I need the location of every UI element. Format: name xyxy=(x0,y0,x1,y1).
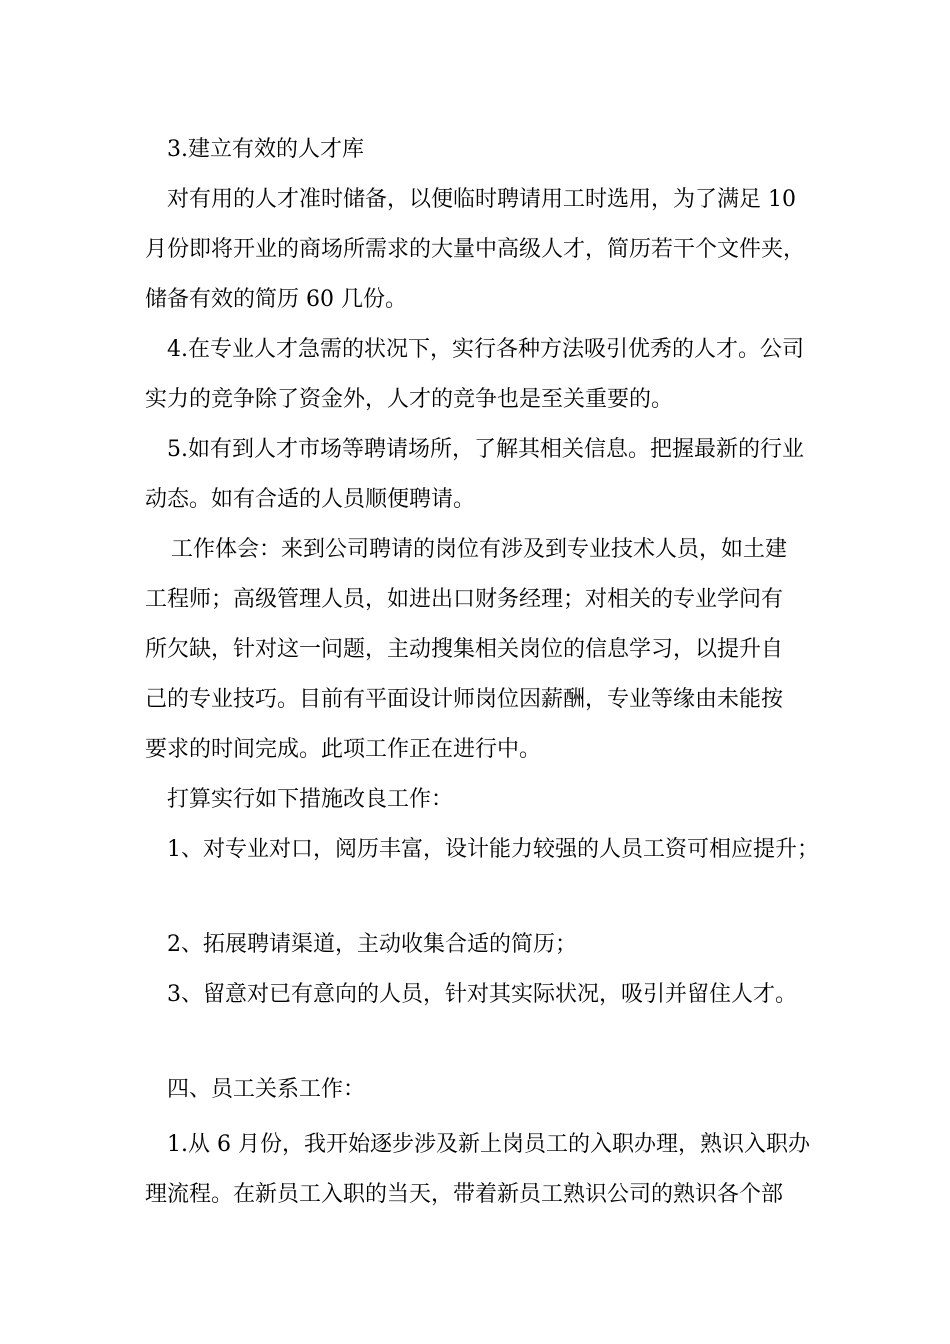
paragraph-line: 实力的竞争除了资金外，人才的竞争也是至关重要的。 xyxy=(145,387,674,412)
paragraph-line: 工程师；高级管理人员，如进出口财务经理；对相关的专业学问有 xyxy=(145,587,784,612)
section-heading: 四、员工关系工作： xyxy=(167,1077,366,1102)
paragraph-line: 月份即将开业的商场所需求的大量中高级人才，简历若干个文件夹， xyxy=(145,237,806,262)
list-item: 1、对专业对口，阅历丰富，设计能力较强的人员工资可相应提升； xyxy=(167,837,819,862)
paragraph-line: 4.在专业人才急需的状况下，实行各种方法吸引优秀的人才。公司 xyxy=(167,337,804,362)
paragraph-line: 5.如有到人才市场等聘请场所，了解其相关信息。把握最新的行业 xyxy=(167,437,804,462)
paragraph-line: 1.从 6 月份，我开始逐步涉及新上岗员工的入职办理，熟识入职办 xyxy=(167,1132,810,1157)
paragraph-line: 储备有效的简历 60 几份。 xyxy=(145,287,407,312)
list-item: 3、留意对已有意向的人员，针对其实际状况，吸引并留住人才。 xyxy=(167,982,797,1007)
paragraph-line: 对有用的人才准时储备，以便临时聘请用工时选用，为了满足 10 xyxy=(167,187,796,212)
paragraph-line: 己的专业技巧。目前有平面设计师岗位因薪酬，专业等缘由未能按 xyxy=(145,687,784,712)
paragraph-line: 所欠缺，针对这一问题，主动搜集相关岗位的信息学习，以提升自 xyxy=(145,637,784,662)
list-item: 2、拓展聘请渠道，主动收集合适的简历； xyxy=(167,932,577,957)
paragraph-line: 动态。如有合适的人员顺便聘请。 xyxy=(145,487,476,512)
heading-talent-pool: 3.建立有效的人才库 xyxy=(167,137,364,162)
paragraph-line: 理流程。在新员工入职的当天，带着新员工熟识公司的熟识各个部 xyxy=(145,1182,784,1207)
paragraph-line: 工作体会：来到公司聘请的岗位有涉及到专业技术人员，如土建 xyxy=(171,537,788,562)
paragraph-line: 打算实行如下措施改良工作： xyxy=(167,787,454,812)
paragraph-line: 要求的时间完成。此项工作正在进行中。 xyxy=(145,737,542,762)
